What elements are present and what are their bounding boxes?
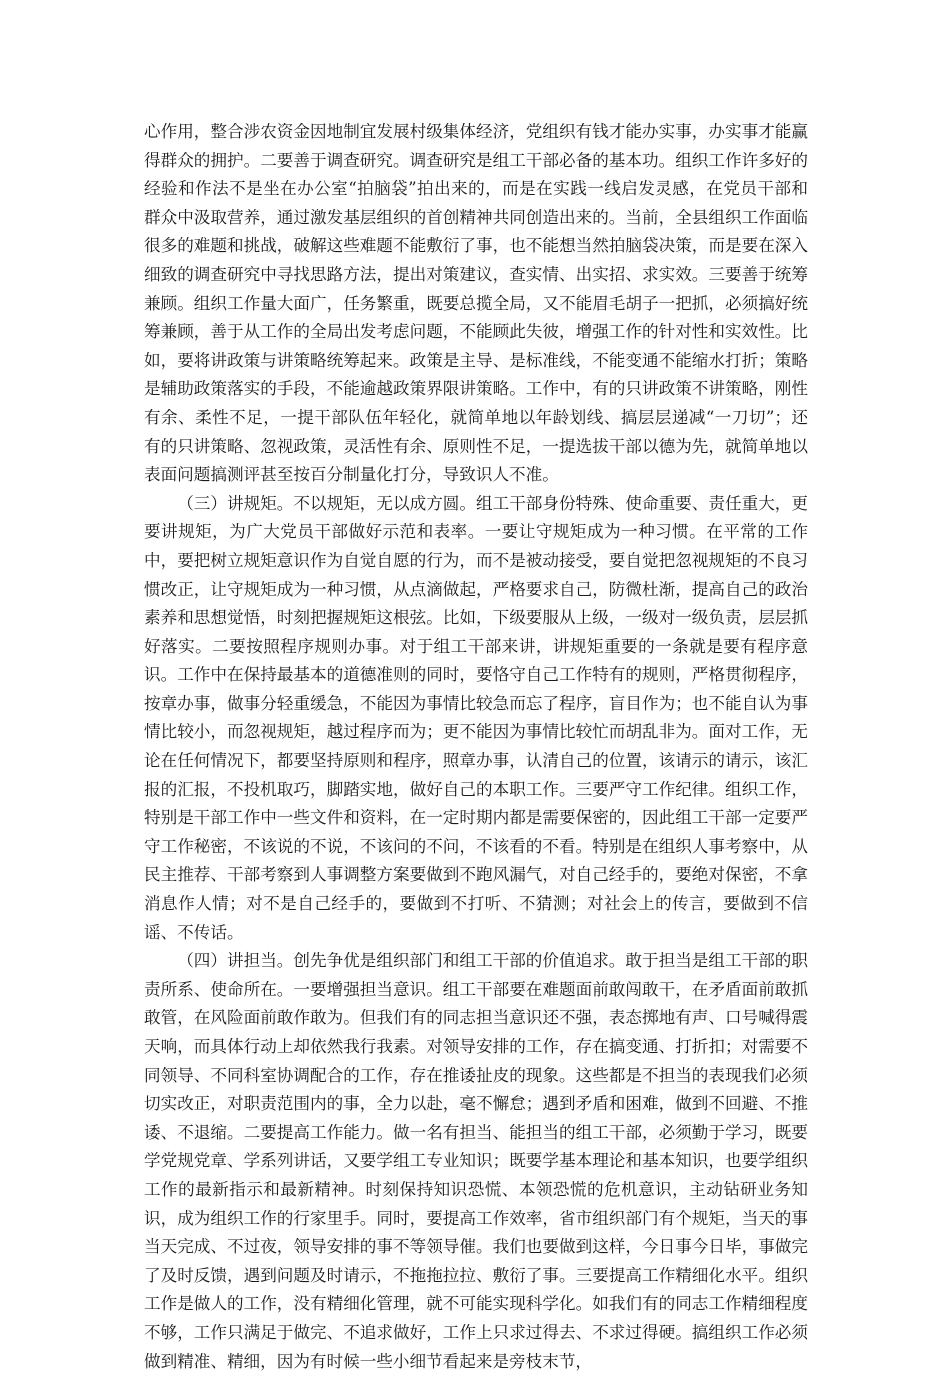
paragraph-continuation: 心作用，整合涉农资金因地制宜发展村级集体经济，党组织有钱才能办实事，办实事才能赢得群众的拥护。二要善于调查研究。调查研究是组工干部必备的基本功。组织工作许多好的经验和作法不是坐在办公室“拍脑袋”拍出来的，而是在实践一线启发灵感，在党员干部和群众中汲取营养，通过激发基层组织的首创精神共同创造出来的。当前，全县组织工作面临很多的难题和挑战，破解这些难题不能敷衍了事，也不能想当然拍脑袋决策，而是要在深入细致的调查研究中寻找思路方法，提出对策建议，查实情、出实招、求实效。三要善于统筹兼顾。组织工作量大面广，任务繁重，既要总揽全局，又不能眉毛胡子一把抓，必须搞好统筹兼顾，善于从工作的全局出发考虑问题，不能顾此失彼，增强工作的针对性和实效性。比如，要将讲政策与讲策略统筹起来。政策是主导、是标准线，不能变通不能缩水打折；策略是辅助政策落实的手段，不能逾越政策界限讲策略。工作中，有的只讲政策不讲策略，刚性有余、柔性不足，一提干部队伍年轻化，就简单地以年龄划线、搞层层递减“一刀切”；还有的只讲策略、忽视政策，灵活性有余、原则性不足，一提选拔干部以德为先，就简单地以表面问题搞测评甚至按百分制量化打分，导致识人不准。 (144, 122, 808, 485)
document-body (144, 118, 808, 1376)
paragraph-section-four-responsibility: （四）讲担当。创先争优是组织部门和组工干部的价值追求。敢于担当是组工干部的职责所系、使命所在。一要增强担当意识。组工干部要在难题面前敢闯敢干，在矛盾面前敢抓敢管，在风险面前敢作敢为。但我们有的同志担当意识还不强，表态掷地有声、口号喊得震天响，而具体行动上却依然我行我素。对领导安排的工作，存在搞变通、打折扣；对需要不同领导、不同科室协调配合的工作，存在推诿扯皮的现象。这些都是不担当的表现我们必须切实改正，对职责范围内的事，全力以赴，毫不懈怠；遇到矛盾和困难，做到不回避、不推诿、不退缩。二要提高工作能力。做一名有担当、能担当的组工干部，必须勤于学习，既要学党规党章、学系列讲话，又要学组工专业知识；既要学基本理论和基本知识，也要学组织工作的最新指示和最新精神。时刻保持知识恐慌、本领恐慌的危机意识，主动钻研业务知识，成为组织工作的行家里手。同时，要提高工作效率，省市组织部门有个规矩，当天的事当天完成、不过夜，领导安排的事不等领导催。我们也要做到这样，今日事今日毕，事做完了及时反馈，遇到问题及时请示，不拖拖拉拉、敷衍了事。三要提高工作精细化水平。组织工作是做人的工作，没有精细化管理，就不可能实现科学化。如我们有的同志工作精细程度不够，工作只满足于做完、不追求做好，工作上只求过得去、不求过得硬。搞组织工作必须做到精准、精细，因为有时候一些小细节看起来是旁枝末节， (144, 951, 808, 1371)
paragraph-section-three-rules: （三）讲规矩。不以规矩，无以成方圆。组工干部身份特殊、使命重要、责任重大，更要讲规矩，为广大党员干部做好示范和表率。一要让守规矩成为一种习惯。在平常的工作中，要把树立规矩意识作为自觉自愿的行为，而不是被动接受，要自觉把忽视规矩的不良习惯改正，让守规矩成为一种习惯，从点滴做起，严格要求自己，防微杜渐，提高自己的政治素养和思想觉悟，时刻把握规矩这根弦。比如，下级要服从上级，一级对一级负责，层层抓好落实。二要按照程序规则办事。对于组工干部来讲，讲规矩重要的一条就是要有程序意识。工作中在保持最基本的道德准则的同时，要恪守自己工作特有的规则，严格贯彻程序，按章办事，做事分轻重缓急，不能因为事情比较急而忘了程序，盲目作为；也不能自认为事情比较小，而忽视规矩，越过程序而为；更不能因为事情比较忙而胡乱非为。面对工作，无论在任何情况下，都要坚持原则和程序，照章办事，认清自己的位置，该请示的请示，该汇报的汇报，不投机取巧，脚踏实地，做好自己的本职工作。三要严守工作纪律。组织工作，特别是干部工作中一些文件和资料，在一定时期内都是需要保密的，因此组工干部一定要严守工作秘密，不该说的不说，不该问的不问，不该看的不看。特别是在组织人事考察中，从民主推荐、干部考察到人事调整方案要做到不跑风漏气，对自己经手的，要绝对保密，不拿消息作人情；对不是自己经手的，要做到不打听、不猜测；对社会上的传言，要做到不信谣、不传话。 (144, 493, 808, 942)
